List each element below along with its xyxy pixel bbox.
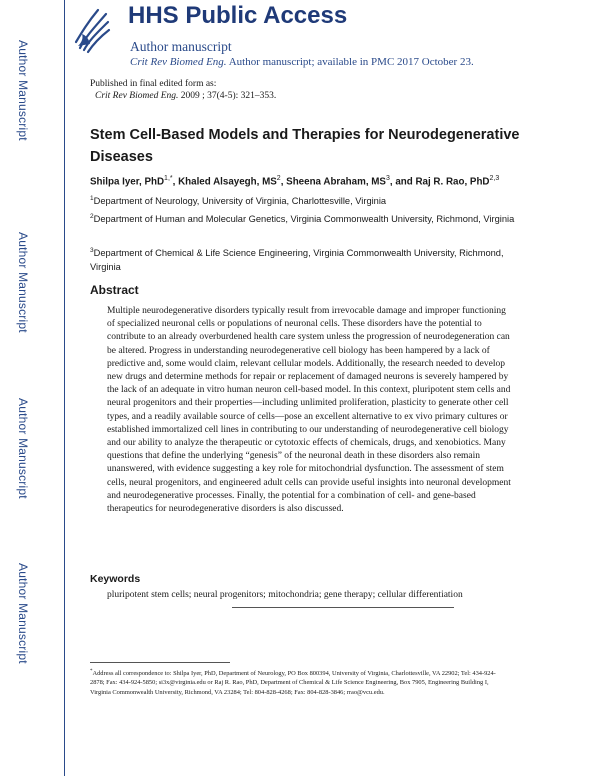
availability-text: Author manuscript; available in PMC 2017 October 23. <box>226 56 474 68</box>
author-name: Sheena Abraham, MS <box>286 176 386 188</box>
hhs-public-access-title: HHS Public Access <box>128 2 348 29</box>
hhs-eagle-icon <box>72 6 112 56</box>
affiliation-marker: 1 <box>90 195 94 202</box>
affiliation-text: Department of Chemical & Life Science Engineering, Virginia Commonwealth University, Richmond, Virginia <box>90 248 504 273</box>
affiliation-marker: 2 <box>90 213 94 220</box>
abstract-body: Multiple neurodegenerative disorders typically result from irrevocable damage and improper functioning of specialized neuronal cells or populations of neuronal cells. These disorders have the potential to contribute to an already overburdened health care system unless the progression of neurodegeneration can be altered. Progress in understanding neurodegenerative cell biology has been hampered by a lack of predictive and, some would claim, relevant cellular models. Additionally, the research needed to develop new drugs and determine methods for repair or replacement of damaged neurons is severely hampered by the lack of an adequate in vitro human neuron cell-based model. In this context, pluripotent stem cells and neural progenitors and their properties—including unlimited proliferation, plasticity to generate other cell types, and a readily available source of cells—pose an excellent alternative to ex vivo primary cultures or established immortalized cell lines in contributing to our understanding of neurodegenerative cell biology and our ability to analyze the therapeutic or cytotoxic effects of chemicals, drugs, and xenobiotics. Many questions that define the underlying “genesis” of the neuronal death in these disorders also remain unanswered, with evidence suggesting a key role for mitochondrial dysfunction. The assessment of stem cells, neural progenitors, and engineered adult cells can provide useful insights into neuronal development and neurodegenerative processes. Finally, the potential for a combination of cell- and gene-based therapeutics for neurodegenerative disorders is also discussed. <box>107 306 511 515</box>
keywords-text: pluripotent stem cells; neural progenitors; mitochondria; gene therapy; cellular differentiation <box>107 590 463 600</box>
citation-details: 2009 ; 37(4-5): 321–353. <box>178 91 277 101</box>
footnote-marker: * <box>90 669 93 674</box>
footnote-divider <box>90 662 230 663</box>
affiliation <box>90 210 520 226</box>
author-separator: , <box>280 176 287 188</box>
correspondence-footnote <box>90 667 510 697</box>
author-separator: , and <box>389 176 416 188</box>
sidebar-rule <box>64 0 65 776</box>
citation-line <box>95 91 276 101</box>
affiliation-text: Department of Human and Molecular Genetics, Virginia Commonwealth University, Richmond, Virginia <box>93 214 515 225</box>
sidebar-label-author-manuscript: Author Manuscript <box>16 398 30 499</box>
author-affiliation-marker: 3 <box>385 175 390 182</box>
author-manuscript-subtitle: Author manuscript <box>130 39 232 54</box>
affiliation <box>90 244 520 274</box>
journal-availability-line <box>130 56 474 68</box>
published-label: Published in final edited form as: <box>90 79 217 89</box>
author-name: Shilpa Iyer, PhD <box>90 176 165 188</box>
sidebar-label-author-manuscript: Author Manuscript <box>16 563 30 664</box>
author-affiliation-marker: 2 <box>276 175 281 182</box>
footnote-text: Address all correspondence to: Shilpa Iyer, PhD, Department of Neurology, PO Box 800394, University of Virginia, Charlottesville, VA 22902; Tel: 434-924-2878; Fax: 434-924-5850; si3x@virginia.edu or Raj R. Rao, PhD, Department of Chemical & Life Science Engineering, Box 7905, Engineering Building I, Virginia Commonwealth University, Richmond, VA 23284; Tel: 804-828-4268; Fax: 804-828-3846; rrao@vcu.edu. <box>90 670 496 696</box>
abstract-heading: Abstract <box>90 283 139 297</box>
author-affiliation-marker: 1,* <box>164 175 173 182</box>
citation-journal: Crit Rev Biomed Eng. <box>95 91 179 101</box>
author-separator: , <box>172 176 179 188</box>
affiliation <box>90 192 520 208</box>
author-list <box>90 175 530 187</box>
affiliation-marker: 3 <box>90 247 94 254</box>
sidebar-label-author-manuscript: Author Manuscript <box>16 40 30 141</box>
article-title: Stem Cell-Based Models and Therapies for Neurodegenerative Diseases <box>90 127 520 165</box>
author-affiliation-marker: 2,3 <box>489 175 500 182</box>
affiliation-text: Department of Neurology, University of Virginia, Charlottesville, Virginia <box>93 196 387 207</box>
author-name: Raj R. Rao, PhD <box>415 176 490 188</box>
keywords-divider <box>232 607 454 608</box>
sidebar-label-author-manuscript: Author Manuscript <box>16 232 30 333</box>
journal-name: Crit Rev Biomed Eng. <box>130 56 227 68</box>
author-name: Khaled Alsayegh, MS <box>178 176 277 188</box>
keywords-heading: Keywords <box>90 573 141 585</box>
